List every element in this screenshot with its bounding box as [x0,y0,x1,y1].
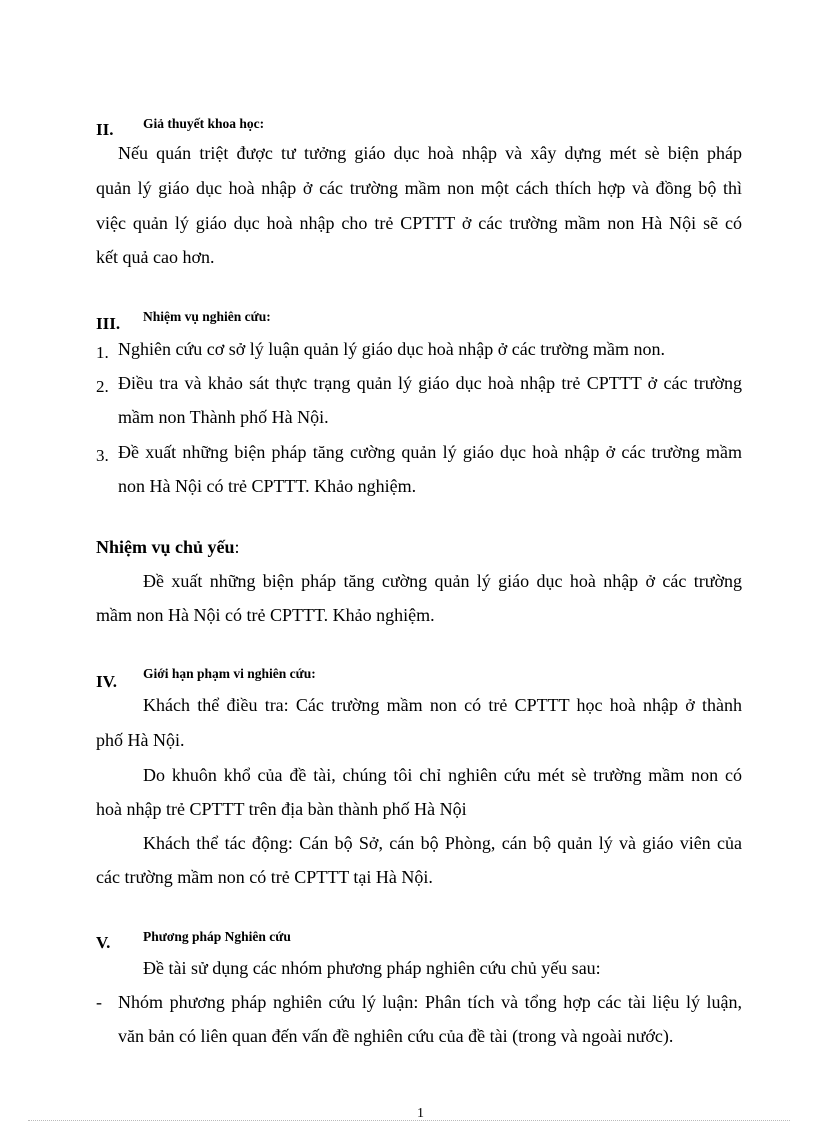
paragraph-line: quản lý giáo dục hoà nhập ở các trường mầm non một cách thích hợp và đồng bộ thì [96,178,742,198]
footer-divider [28,1120,790,1121]
paragraph-line: việc quản lý giáo dục hoà nhập cho trẻ CPTTT ở các trường mầm non Hà Nội sẽ có [96,213,742,233]
paragraph-line: kết quả cao hơn. [96,247,215,267]
paragraph-line: các trường mầm non có trẻ CPTTT tại Hà Nội. [96,867,433,887]
section-number: V. [96,933,111,952]
paragraph-line: Do khuôn khổ của đề tài, chúng tôi chỉ nghiên cứu mét sè trường mầm non có [143,765,742,785]
paragraph-line: Khách thể điều tra: Các trường mầm non có trẻ CPTTT học hoà nhập ở thành [143,695,742,715]
list-item-number: 1. [96,343,109,362]
section-heading: Phương pháp Nghiên cứu [143,929,291,944]
section-heading: Giả thuyết khoa học: [143,116,265,131]
paragraph-line: Đề tài sử dụng các nhóm phương pháp nghiên cứu chủ yếu sau: [143,958,601,978]
section-heading: Nhiệm vụ nghiên cứu: [143,309,271,324]
list-item-line: Nghiên cứu cơ sở lý luận quản lý giáo dục hoà nhập ở các trường mầm non. [118,339,665,359]
section-number: III. [96,314,121,333]
list-item-number: 3. [96,446,109,465]
section-heading: Giới hạn phạm vi nghiên cứu: [143,666,316,681]
list-item-line: Đề xuất những biện pháp tăng cường quản lý giáo dục hoà nhập ở các trường mầm [118,442,742,462]
paragraph-line: phố Hà Nội. [96,730,185,750]
page-number: 1 [417,1106,424,1121]
list-item-line: non Hà Nội có trẻ CPTTT. Khảo nghiệm. [118,476,417,496]
subsection-title: Nhiệm vụ chủ yếu: [96,537,240,557]
paragraph-line: Nếu quán triệt được tư tưởng giáo dục hoà nhập và xây dựng mét sè biện pháp [118,143,742,163]
list-item-number: 2. [96,377,109,396]
bullet-line: văn bản có liên quan đến vấn đề nghiên cứu của đề tài (trong và ngoài nước). [118,1026,674,1046]
section-number: II. [96,120,114,139]
list-item-line: Điều tra và khảo sát thực trạng quản lý giáo dục hoà nhập trẻ CPTTT ở các trường [118,373,742,393]
section-number: IV. [96,672,117,691]
bullet-marker: - [96,992,102,1012]
bullet-line: Nhóm phương pháp nghiên cứu lý luận: Phân tích và tổng hợp các tài liệu lý luận, [118,992,742,1012]
paragraph-line: mầm non Hà Nội có trẻ CPTTT. Khảo nghiệm. [96,605,435,625]
paragraph-line: Khách thể tác động: Cán bộ Sở, cán bộ Phòng, cán bộ quản lý và giáo viên của [143,833,742,853]
list-item-line: mầm non Thành phố Hà Nội. [118,407,329,427]
paragraph-line: Đề xuất những biện pháp tăng cường quản lý giáo dục hoà nhập ở các trường [143,571,742,591]
paragraph-line: hoà nhập trẻ CPTTT trên địa bàn thành phố Hà Nội [96,799,467,819]
